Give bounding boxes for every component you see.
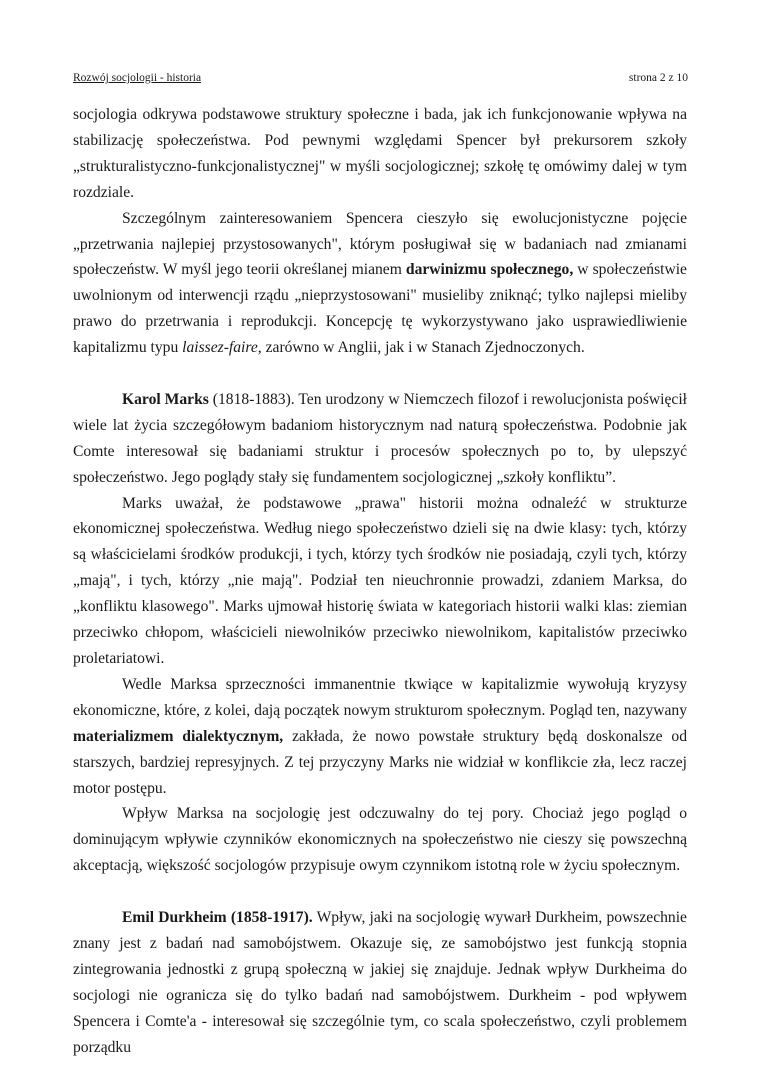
paragraph-spencer-continued [73,102,687,206]
term-dialectical-materialism: materializmem dialektycznym, [73,727,284,745]
paragraph-marx-intro [73,387,687,491]
paragraph-marx-influence [73,801,687,879]
paragraph-text: Marks uważał, że podstawowe „prawa" historii można odnaleźć w strukturze ekonomicznej społeczeństwa. Według niego społeczeństwo dzieli się na dwie klasy: tych, którzy są właścicielami środków produkcji, i tych, którzy tych środków nie posiadają, czyli tych, którzy „mają", i tych, którzy „nie mają". Podział ten nieuchronnie prowadzi, zdaniem Marksa, do „konfliktu klasowego". Marks ujmował historię świata w kategoriach historii walki klas: ziemian przeciwko chłopom, właścicieli niewolników przeciwko niewolnikom, kapitalistów przeciwko proletariatowi. [73,494,687,668]
term-laissez-faire: laissez-faire, [182,339,262,357]
paragraph-text: zakłada, że nowo powstałe struktury będą doskonalsze od starszych, bardziej represyjnych. Z tej przyczyny Marks nie widział w konflikcie zła, lecz raczej motor postępu. [73,727,687,797]
paragraph-text: Wedle Marksa sprzeczności immanentnie tkwiące w kapitalizmie wywołują kryzysy ekonomiczne, które, z kolei, dają początek nowym strukturom społecznym. Pogląd ten, nazywany [73,675,687,719]
paragraph-text: (1818-1883). Ten urodzony w Niemczech filozof i rewolucjonista poświęcił wiele lat życia szczegółowym badaniom historycznym nad naturą społeczeństwa. Podobnie jak Comte interesował się badaniami struktur i procesów społecznych po to, by ulepszyć społeczeństwo. Jego poglądy stały się fundamentem socjologicznej „szkoły konfliktu”. [73,390,687,486]
paragraph-text: Szczególnym zainteresowaniem Spencera cieszyło się ewolucjonistyczne pojęcie „przetrwania najlepiej przystosowanych", którym posługiwał się w badaniach nad zmianami społeczeństw. W myśl jego teorii określanej mianem [73,209,687,279]
paragraph-gap [73,361,687,387]
paragraph-text: socjologia odkrywa podstawowe struktury społeczne i bada, jak ich funkcjonowanie wpływa na stabilizację społeczeństwa. Pod pewnymi względami Spencer był prekursorem szkoły „strukturalistyczno-funkcjonalistycznej" w myśli socjologicznej; szkołę tę omówimy dalej w tym rozdziale. [73,106,687,201]
paragraph-text: Wpływ Marksa na socjologię jest odczuwalny do tej pory. Chociaż jego pogląd o dominującym wpływie czynników ekonomicznych na społeczeństwo nie cieszy się powszechną akceptacją, większość socjologów przypisuje owym czynnikom istotną role w życiu społecznym. [73,805,687,875]
paragraph-social-darwinism [73,206,687,361]
term-social-darwinism: darwinizmu społecznego, [405,261,574,279]
paragraph-marx-class-conflict [73,491,687,672]
paragraph-text: Wpływ, jaki na socjologię wywarł Durkheim, powszechnie znany jest z badań nad samobójstwem. Okazuje się, ze samobójstwo jest funkcją stopnia zintegrowania jednostki z grupą społeczną w jakiej się znajduje. Jednak wpływ Durkheima do socjologi nie ogranicza się do tylko badań nad samobójstwem. Durkheim - pod wpływem Spencera i Comte'a - interesował się szczególnie tym, co scala społeczeństwo, czyli problemem porządku [73,909,687,1056]
paragraph-gap [73,879,687,905]
page-number: strona 2 z 10 [628,72,688,84]
heading-karol-marks: Karol Marks [122,390,209,408]
document-body [73,102,687,1061]
paragraph-durkheim [73,905,687,1060]
heading-emil-durkheim: Emil Durkheim (1858-1917). [122,909,313,927]
header-title: Rozwój socjologii - historia [73,72,202,84]
page-header [73,72,688,84]
paragraph-dialectical-materialism [73,672,687,802]
paragraph-text: zarówno w Anglii, jak i w Stanach Zjednoczonych. [261,339,585,357]
paragraph-text: w społeczeństwie uwolnionym od interwencji rządu „nieprzystosowani" musieliby zniknąć; tylko najlepsi mieliby prawo do przetrwania i reprodukcji. Koncepcję tę wykorzystywano jako usprawiedliwienie kapitalizmu typu [73,261,687,357]
